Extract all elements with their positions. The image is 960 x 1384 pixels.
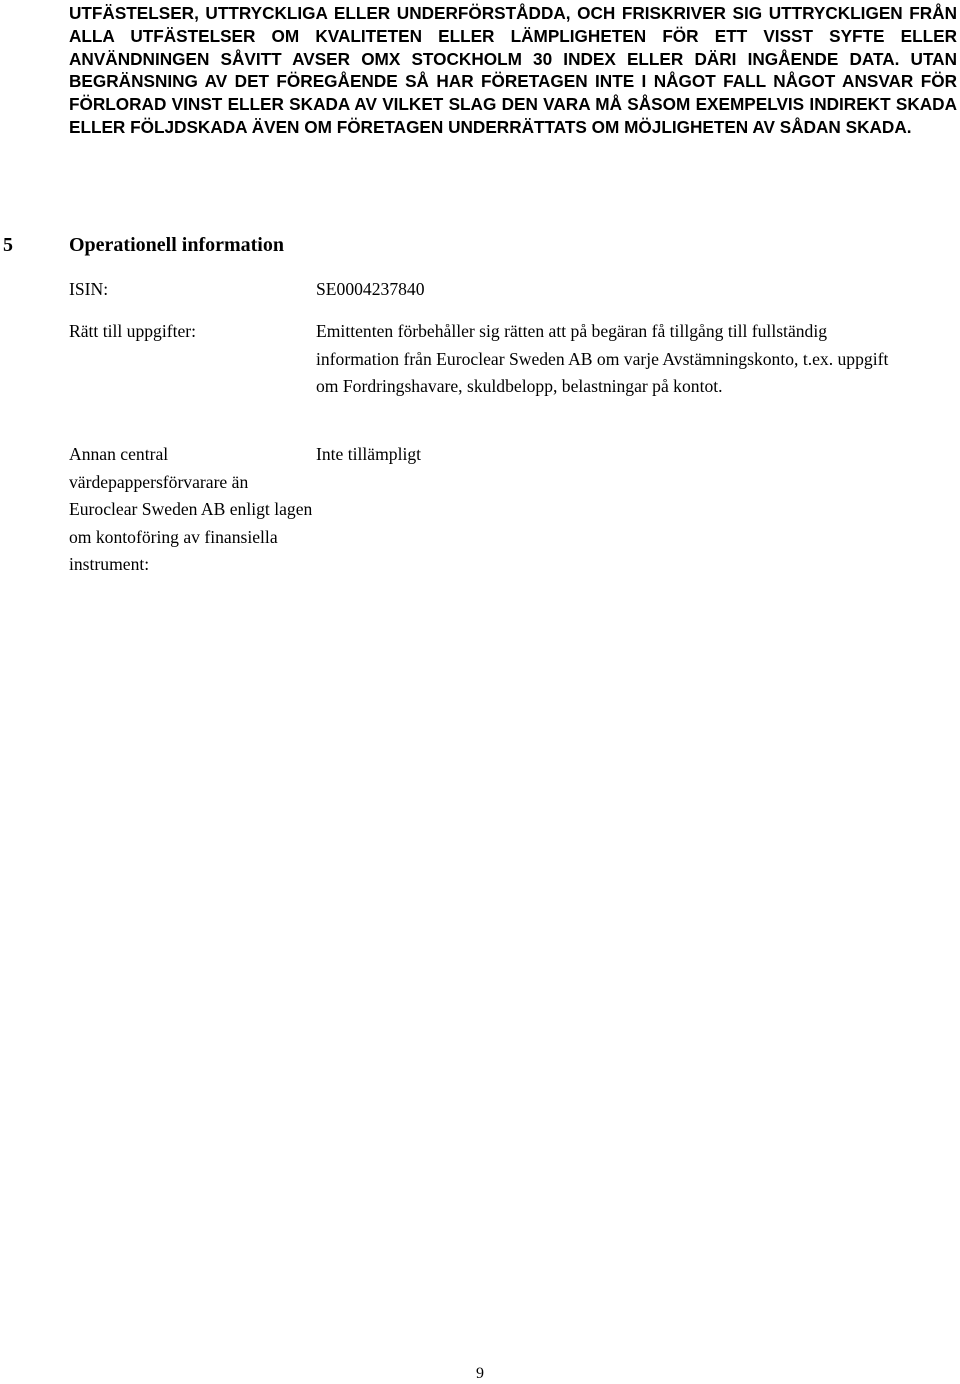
info-row-ratt-till-uppgifter	[69, 318, 889, 401]
isin-label: ISIN:	[69, 279, 109, 299]
section-heading	[0, 232, 284, 258]
annan-central-vardepappersforvarare-label: Annan central värdepappersförvarare än Euroclear Sweden AB enligt lagen om kontoföring av finansiella instrument:	[69, 444, 313, 575]
info-row-isin	[69, 276, 889, 304]
ratt-till-uppgifter-value: Emittenten förbehåller sig rätten att på begäran få tillgång till fullständig information från Euroclear Sweden AB om varje Avstämningskonto, t.ex. uppgift om Fordringshavare, skuldbelopp, belastningar på kontot.	[316, 321, 889, 397]
page-number: 9	[476, 1365, 484, 1382]
ratt-till-uppgifter-label: Rätt till uppgifter:	[69, 321, 197, 341]
section-title: Operationell information	[69, 234, 284, 256]
info-row-annan-central-vardepappersforvarare	[69, 441, 889, 579]
annan-central-vardepappersforvarare-value: Inte tillämpligt	[316, 444, 422, 464]
disclaimer-paragraph: UTFÄSTELSER, UTTRYCKLIGA ELLER UNDERFÖRSTÅDDA, OCH FRISKRIVER SIG UTTRYCKLIGEN FRÅN ALLA UTFÄSTELSER OM KVALITETEN ELLER LÄMPLIGHETEN FÖR ETT VISST SYFTE ELLER ANVÄNDNINGEN SÅVITT AVSER OMX STOCKHOLM 30 INDEX ELLER DÄRI INGÅENDE DATA. UTAN BEGRÄNSNING AV DET FÖREGÅENDE SÅ HAR FÖRETAGEN INTE I NÅGOT FALL NÅGOT ANSVAR FÖR FÖRLORAD VINST ELLER SKADA AV VILKET SLAG DEN VARA MÅ SÅSOM EXEMPELVIS INDIREKT SKADA ELLER FÖLJDSKADA ÄVEN OM FÖRETAGEN UNDERRÄTTATS OM MÖJLIGHETEN AV SÅDAN SKADA.	[69, 3, 957, 137]
isin-value: SE0004237840	[316, 279, 425, 299]
section-number: 5	[3, 234, 13, 256]
